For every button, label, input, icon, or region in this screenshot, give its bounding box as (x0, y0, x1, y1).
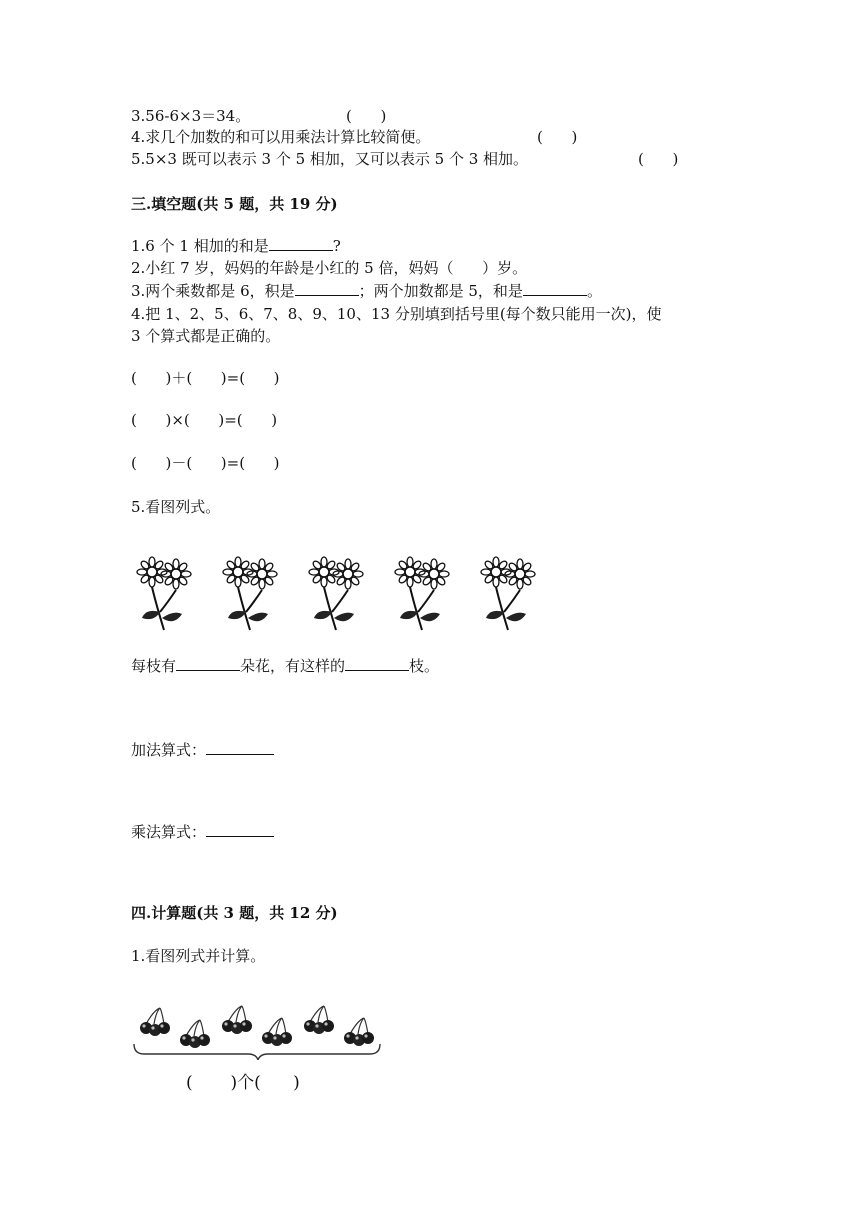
flower-sentence (131, 656, 439, 676)
answer-blank[interactable] (176, 656, 240, 671)
section-heading-calc: 四.计算题(共 3 题，共 12 分) (131, 904, 338, 922)
section-heading-fill: 三.填空题(共 5 题，共 19 分) (131, 195, 338, 213)
judge-answer-paren[interactable]: ( ) (638, 150, 679, 168)
judge-item-5 (131, 149, 528, 169)
equation-addition[interactable]: ( )＋( )=( ) (131, 369, 280, 387)
fill-question-4-line2: 3 个算式都是正确的。 (131, 327, 281, 345)
cherries-image (130, 1000, 386, 1060)
fill-question-4-line1: 4.把 1、2、5、6、7、8、9、10、13 分别填到括号里(每个数只能用一次)，使 (131, 305, 662, 323)
brace-caption[interactable]: ( )个( ) (186, 1073, 300, 1093)
answer-blank[interactable] (345, 656, 409, 671)
question-text: 朵花，有这样的 (240, 657, 346, 675)
brace-icon (134, 1044, 380, 1060)
equation-subtraction[interactable]: ( )－( )=( ) (131, 454, 280, 472)
answer-blank[interactable] (269, 236, 333, 251)
question-text: 1.6 个 1 相加的和是 (131, 237, 269, 255)
answer-blank[interactable] (295, 281, 359, 296)
question-text: 3.两个乘数都是 6，积是 (131, 282, 295, 300)
expression-label: 乘法算式： (131, 823, 207, 841)
judge-item-text: 5.5×3 既可以表示 3 个 5 相加，又可以表示 5 个 3 相加。 (131, 150, 529, 168)
question-text: 。 (586, 282, 602, 300)
question-text: 枝。 (409, 657, 440, 675)
question-text: ? (332, 237, 341, 255)
judge-answer-paren[interactable]: ( ) (537, 128, 578, 146)
fill-question-3 (131, 281, 602, 301)
addition-expression (131, 740, 274, 760)
answer-blank[interactable] (523, 281, 587, 296)
question-text: 每枝有 (131, 657, 177, 675)
fill-question-2: 2.小红 7 岁，妈妈的年龄是小红的 5 倍，妈妈（ ）岁。 (131, 259, 528, 277)
judge-answer-paren[interactable]: ( ) (346, 107, 387, 125)
judge-item-text: 4.求几个加数的和可以用乘法计算比较简便。 (131, 128, 431, 146)
judge-item-text: 3.56-6×3＝34。 (131, 107, 251, 125)
calc-question-1: 1.看图列式并计算。 (131, 947, 266, 965)
answer-blank[interactable] (206, 740, 274, 755)
multiplication-expression (131, 822, 274, 842)
judge-item-3 (131, 106, 250, 126)
fill-question-5: 5.看图列式。 (131, 498, 221, 516)
fill-question-1 (131, 236, 341, 256)
question-text: ；两个加数都是 5，和是 (358, 282, 523, 300)
flowers-image (130, 552, 550, 636)
expression-label: 加法算式： (131, 741, 207, 759)
judge-item-4 (131, 127, 430, 147)
answer-blank[interactable] (206, 822, 274, 837)
equation-multiplication[interactable]: ( )×( )=( ) (131, 411, 278, 429)
